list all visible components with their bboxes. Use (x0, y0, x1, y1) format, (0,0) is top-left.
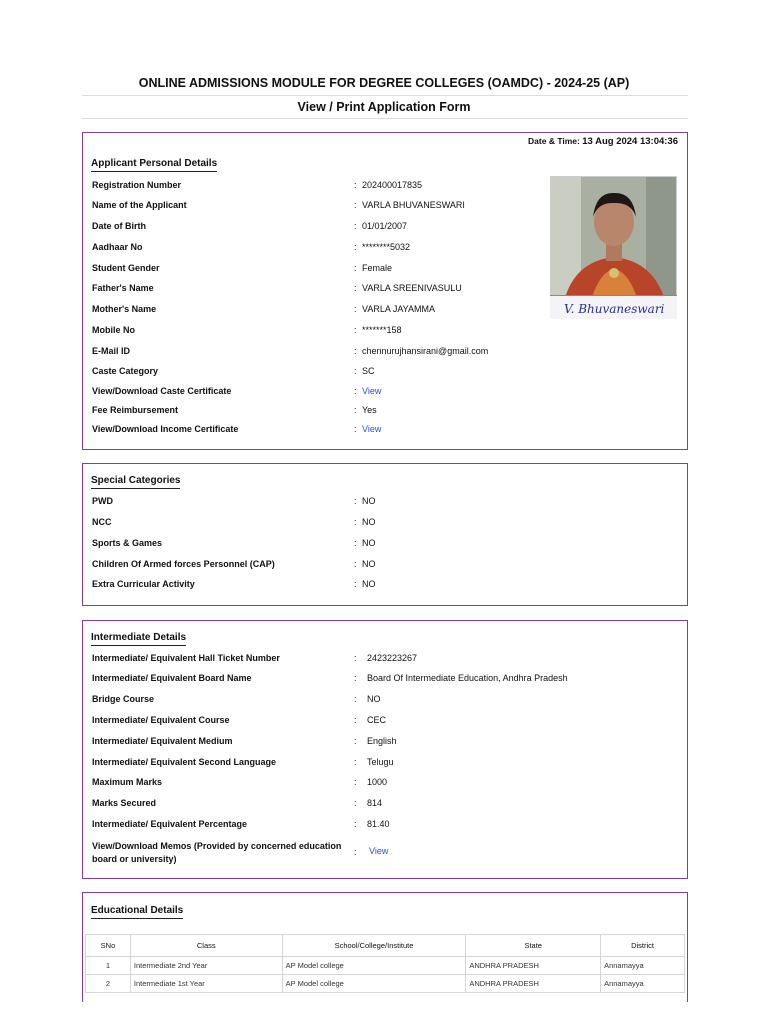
section-title: Applicant Personal Details (91, 158, 217, 172)
table-cell: AP Model college (282, 957, 466, 975)
table-cell: ANDHRA PRADESH (466, 957, 601, 975)
column-header: SNo (86, 935, 131, 957)
datetime-label: Date & Time: (528, 136, 580, 146)
signature-text: V. Bhuvaneswari (564, 302, 665, 316)
field-label: Aadhaar No (92, 242, 143, 252)
field-label: View/Download Memos (Provided by concerned education board or university) (92, 841, 342, 864)
field-label: Intermediate/ Equivalent Board Name (92, 673, 252, 683)
field-value: CEC (367, 715, 387, 725)
educational-details-section (82, 892, 688, 1002)
field-value: VARLA BHUVANESWARI (362, 200, 465, 210)
field-value: VARLA JAYAMMA (362, 304, 436, 314)
page-title: ONLINE ADMISSIONS MODULE FOR DEGREE COLLEGES (OAMDC) - 2024-25 (AP) (138, 76, 630, 90)
field-value: English (367, 736, 397, 746)
field-value: *******158 (362, 325, 402, 335)
column-header: School/College/Institute (282, 935, 466, 957)
field-label: Caste Category (92, 366, 159, 376)
table-cell: Intermediate 1st Year (130, 975, 282, 993)
field-label: Maximum Marks (92, 777, 163, 787)
datetime-value: 13 Aug 2024 13:04:36 (582, 136, 678, 147)
table-header-row (86, 935, 685, 957)
table-cell: Annamayya (601, 975, 685, 993)
table-cell: Annamayya (601, 957, 685, 975)
field-value: VARLA SREENIVASULU (362, 283, 462, 293)
field-value: Yes (362, 405, 377, 415)
view-income-certificate-link[interactable]: View (362, 424, 382, 434)
section-title: Special Categories (91, 475, 180, 489)
page-subtitle: View / Print Application Form (297, 100, 471, 114)
field-value: 1000 (367, 777, 388, 787)
column-header: District (601, 935, 685, 957)
table-cell: AP Model college (282, 975, 466, 993)
field-label: Bridge Course (92, 694, 155, 704)
field-value: 814 (367, 798, 383, 808)
personal-details-section: Date & Time: 13 Aug 2024 13:04:36 Applicant Personal Details Registration Number : 202400017835 Name of the Applicant : VARLA BHUVANESWARI Date of Birth : 01/01/2007 Aadhaar No : ********5032 Student Gender : Female Father's Name : VARLA SREENIVASULU Mother's Name : VARLA JAYAMMA Mobile No : *******158 E-Mail ID : chennurujhansirani@gmail.com Caste Category : SC View/Download Caste Certificate : View Fee Reimbursement : Yes View/Download Income Certificate : View V. Bhuvaneswari (82, 132, 688, 450)
field-value: 01/01/2007 (362, 221, 408, 231)
datetime-stamp (528, 136, 678, 147)
field-label: E-Mail ID (92, 346, 131, 356)
field-label: View/Download Caste Certificate (92, 386, 232, 396)
field-value: ********5032 (362, 242, 411, 252)
field-value: chennurujhansirani@gmail.com (362, 346, 489, 356)
field-label: Sports & Games (92, 538, 163, 548)
view-caste-certificate-link[interactable]: View (362, 386, 382, 396)
field-label: Children Of Armed forces Personnel (CAP) (92, 559, 275, 569)
table-row (86, 957, 685, 975)
section-title: Educational Details (91, 905, 183, 919)
field-label: Intermediate/ Equivalent Medium (92, 736, 233, 746)
table-cell: 1 (86, 957, 131, 975)
field-value: NO (362, 517, 376, 527)
field-label: Extra Curricular Activity (92, 579, 195, 589)
applicant-signature (550, 295, 677, 319)
field-label: Marks Secured (92, 798, 157, 808)
field-value: 81.40 (367, 819, 390, 829)
column-header: State (466, 935, 601, 957)
special-categories-section: Special Categories PWD : NO NCC : NO Sports & Games : NO Children Of Armed forces Personnel (CAP) : NO Extra Curricular Activity : NO (82, 463, 688, 606)
column-header: Class (130, 935, 282, 957)
divider (82, 118, 688, 119)
signature-image (550, 296, 677, 320)
field-value: Board Of Intermediate Education, Andhra Pradesh (367, 673, 568, 683)
intermediate-details-section: Intermediate Details Intermediate/ Equivalent Hall Ticket Number : 2423223267 Intermediate/ Equivalent Board Name : Board Of Intermediate Education, Andhra Pradesh Bridge Course : NO Intermediate/ Equivalent Course : CEC Intermediate/ Equivalent Medium : English Intermediate/ Equivalent Second Language : Telugu Maximum Marks : 1000 Marks Secured : 814 Intermediate/ Equivalent Percentage : 81.40 View/Download Memos (Provided by concerned education board or university) : View (82, 620, 688, 879)
field-value: 202400017835 (362, 180, 423, 190)
field-value: NO (362, 538, 376, 548)
table-row (86, 975, 685, 993)
field-label: Intermediate/ Equivalent Percentage (92, 819, 248, 829)
field-label: Fee Reimbursement (92, 405, 179, 415)
field-label: Intermediate/ Equivalent Second Language (92, 757, 277, 767)
field-label: Intermediate/ Equivalent Course (92, 715, 230, 725)
field-value: SC (362, 366, 375, 376)
field-value: NO (362, 579, 376, 589)
field-label: Mobile No (92, 325, 135, 335)
table-cell: Intermediate 2nd Year (130, 957, 282, 975)
table-cell: ANDHRA PRADESH (466, 975, 601, 993)
view-memos-link[interactable]: View (369, 846, 389, 856)
field-label: Name of the Applicant (92, 200, 187, 210)
field-label: Father's Name (92, 283, 154, 293)
field-label: Date of Birth (92, 221, 146, 231)
table-cell: 2 (86, 975, 131, 993)
section-title: Intermediate Details (91, 632, 186, 646)
field-label: NCC (92, 517, 112, 527)
field-value: Female (362, 263, 393, 273)
divider (82, 95, 688, 96)
field-label: PWD (92, 496, 113, 506)
field-label: Intermediate/ Equivalent Hall Ticket Number (92, 653, 280, 663)
field-value: NO (367, 694, 381, 704)
field-label: Student Gender (92, 263, 160, 273)
field-value: NO (362, 496, 376, 506)
field-value: 2423223267 (367, 653, 418, 663)
field-label: Registration Number (92, 180, 182, 190)
field-label: View/Download Income Certificate (92, 424, 239, 434)
field-value: NO (362, 559, 376, 569)
field-value: Telugu (367, 757, 394, 767)
field-label: Mother's Name (92, 304, 157, 314)
education-table (85, 934, 685, 993)
